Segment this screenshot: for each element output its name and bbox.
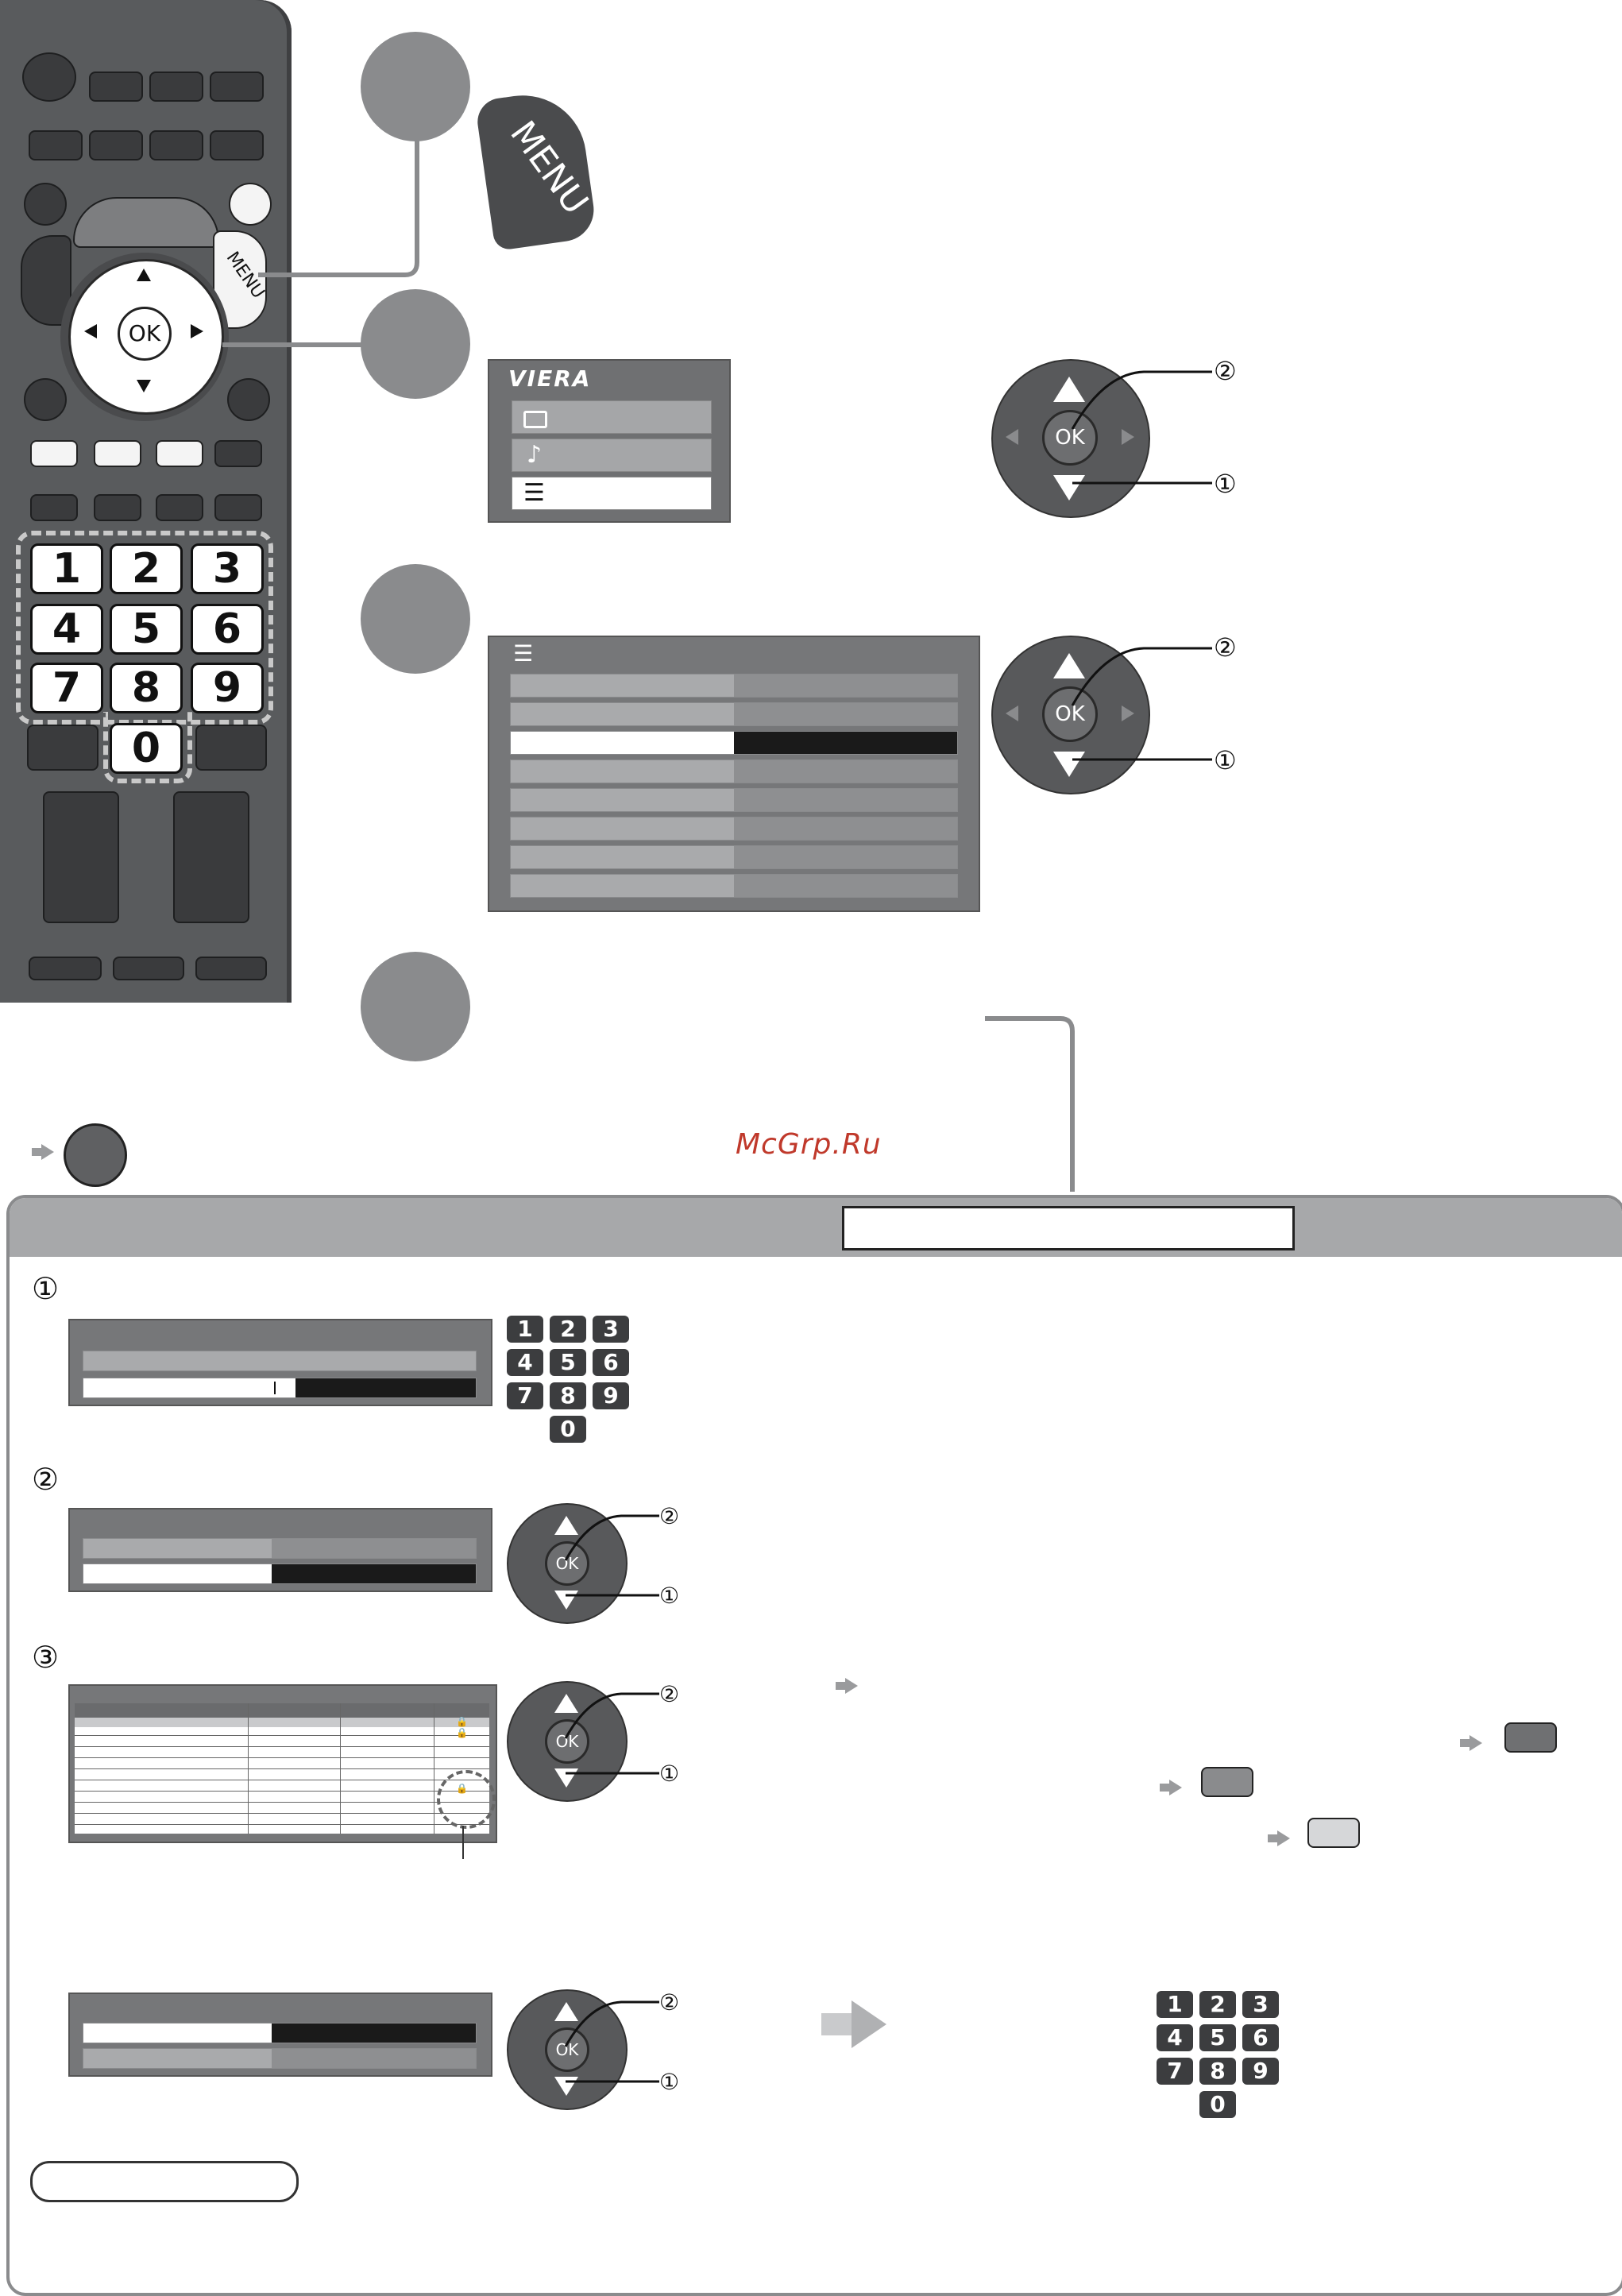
key-1[interactable]: 1: [1157, 1991, 1193, 2018]
remote-key-9[interactable]: 9: [191, 663, 264, 713]
remote-key-4[interactable]: 4: [30, 604, 103, 655]
lock-icon: 🔒: [456, 1716, 468, 1727]
color-button-dark[interactable]: [1504, 1722, 1557, 1753]
arrow-right-icon: [1277, 1830, 1290, 1846]
key-5[interactable]: 5: [550, 1349, 586, 1376]
marker-2: ②: [659, 1503, 680, 1529]
ok-label: OK: [1055, 702, 1085, 726]
big-arrow-icon: [821, 2013, 853, 2035]
dpad-leader-lines: [1056, 642, 1215, 769]
menu-row[interactable]: [510, 702, 958, 726]
step-3-circle: [361, 564, 470, 674]
viera-main-menu: [488, 359, 731, 523]
procedure-panel: [6, 1195, 1622, 2296]
remote-key-2[interactable]: 2: [110, 543, 183, 594]
child-lock-screen: [68, 1508, 492, 1592]
key-8[interactable]: 8: [550, 1382, 586, 1409]
key-0[interactable]: 0: [1199, 2091, 1236, 2118]
option-row-selected[interactable]: [83, 1564, 477, 1584]
step-2-circle: [361, 289, 470, 399]
key-9[interactable]: 9: [593, 1382, 629, 1409]
color-button-medium[interactable]: [1201, 1767, 1253, 1797]
marker-2: ②: [659, 1989, 680, 2016]
setup-menu-screen: [488, 636, 980, 912]
panel-header: [10, 1198, 1622, 1257]
step-1-circle: [361, 32, 470, 141]
marker-2: ②: [1214, 632, 1237, 663]
key-3[interactable]: 3: [1242, 1991, 1279, 2018]
dpad-leader-lines: [1056, 365, 1215, 493]
menu-row[interactable]: [510, 760, 958, 783]
arrow-right-icon: [1169, 1780, 1182, 1795]
confirm-screen: [68, 1993, 492, 2077]
arrow-left-icon: [1006, 429, 1018, 445]
key-7[interactable]: 7: [507, 1382, 543, 1409]
dpad-leader-lines: [555, 1513, 661, 1600]
pin-row-selected[interactable]: [83, 1378, 477, 1398]
key-6[interactable]: 6: [1242, 2024, 1279, 2051]
marker-2: ②: [659, 1681, 680, 1707]
menu-row[interactable]: [510, 817, 958, 841]
viera-logo: VIERA: [508, 365, 592, 392]
key-2[interactable]: 2: [1199, 1991, 1236, 2018]
menu-row[interactable]: [510, 874, 958, 898]
menu-row[interactable]: [510, 788, 958, 812]
lock-leader-line: [462, 1826, 464, 1859]
note-pill: [30, 2161, 299, 2202]
channel-list-screen: [68, 1684, 497, 1843]
step-4-circle: [361, 952, 470, 1061]
remote-key-0[interactable]: 0: [110, 723, 183, 774]
list-icon: ☰: [523, 479, 545, 507]
menu-row[interactable]: [510, 845, 958, 869]
substep-2-marker: ②: [32, 1462, 60, 1497]
ok-label: OK: [555, 2040, 579, 2059]
menu-row-selected[interactable]: [510, 731, 958, 755]
menu-item-setup[interactable]: [512, 477, 712, 510]
panel-header-box: [842, 1206, 1295, 1250]
arrow-right-icon: [41, 1144, 54, 1160]
key-1[interactable]: 1: [507, 1316, 543, 1343]
pin-entry-screen: [68, 1319, 492, 1406]
key-3[interactable]: 3: [593, 1316, 629, 1343]
remote-key-8[interactable]: 8: [110, 663, 183, 713]
menu-item-picture[interactable]: [512, 400, 712, 434]
key-7[interactable]: 7: [1157, 2058, 1193, 2085]
marker-1: ①: [1214, 745, 1237, 775]
remote-ok-label: OK: [128, 320, 161, 346]
arrow-right-icon: [1469, 1735, 1482, 1751]
menu-item-sound[interactable]: [512, 439, 712, 472]
remote-key-3[interactable]: 3: [191, 543, 264, 594]
key-9[interactable]: 9: [1242, 2058, 1279, 2085]
lock-highlight: [437, 1770, 496, 1829]
watermark: McGrp.Ru: [736, 1128, 882, 1161]
key-4[interactable]: 4: [1157, 2024, 1193, 2051]
exit-button-icon: [64, 1123, 127, 1187]
color-button-light[interactable]: [1307, 1818, 1360, 1848]
key-4[interactable]: 4: [507, 1349, 543, 1376]
remote-menu-label: MENU: [222, 248, 268, 303]
music-note-icon: ♪: [527, 441, 543, 469]
key-0[interactable]: 0: [550, 1416, 586, 1443]
small-keypad: [507, 1316, 642, 1452]
arrow-left-icon: [1006, 705, 1018, 721]
big-arrow-head: [852, 2000, 886, 2048]
marker-1: ①: [1214, 469, 1237, 499]
marker-2: ②: [1214, 356, 1237, 386]
menu-row[interactable]: [510, 674, 958, 698]
key-2[interactable]: 2: [550, 1316, 586, 1343]
option-row[interactable]: [83, 2048, 477, 2069]
marker-1: ①: [659, 2069, 680, 2095]
remote-key-6[interactable]: 6: [191, 604, 264, 655]
lock-icon: 🔒: [456, 1783, 468, 1794]
remote-key-7[interactable]: 7: [30, 663, 103, 713]
arrow-right-icon: [845, 1678, 858, 1694]
marker-1: ①: [659, 1761, 680, 1787]
ok-label: OK: [555, 1732, 579, 1751]
ok-label: OK: [1055, 426, 1085, 450]
dpad-leader-lines: [555, 1999, 661, 2086]
substep-1-marker: ①: [32, 1271, 60, 1306]
key-8[interactable]: 8: [1199, 2058, 1236, 2085]
marker-1: ①: [659, 1583, 680, 1609]
pin-row: [83, 1351, 477, 1371]
substep-3-marker: ③: [32, 1640, 60, 1675]
dpad-leader-lines: [555, 1691, 661, 1778]
key-6[interactable]: 6: [593, 1349, 629, 1376]
channel-table: [75, 1703, 489, 1834]
ok-label: OK: [555, 1554, 579, 1573]
menu-button-label: MENU: [502, 114, 597, 222]
remote-key-1[interactable]: 1: [30, 543, 103, 594]
option-row[interactable]: [83, 1538, 477, 1559]
small-keypad: [1157, 1991, 1292, 2128]
option-row-selected[interactable]: [83, 2023, 477, 2043]
lock-icon: 🔒: [456, 1727, 468, 1738]
list-icon: ☰: [513, 640, 534, 667]
key-5[interactable]: 5: [1199, 2024, 1236, 2051]
remote-key-5[interactable]: 5: [110, 604, 183, 655]
picture-icon: [523, 411, 547, 428]
